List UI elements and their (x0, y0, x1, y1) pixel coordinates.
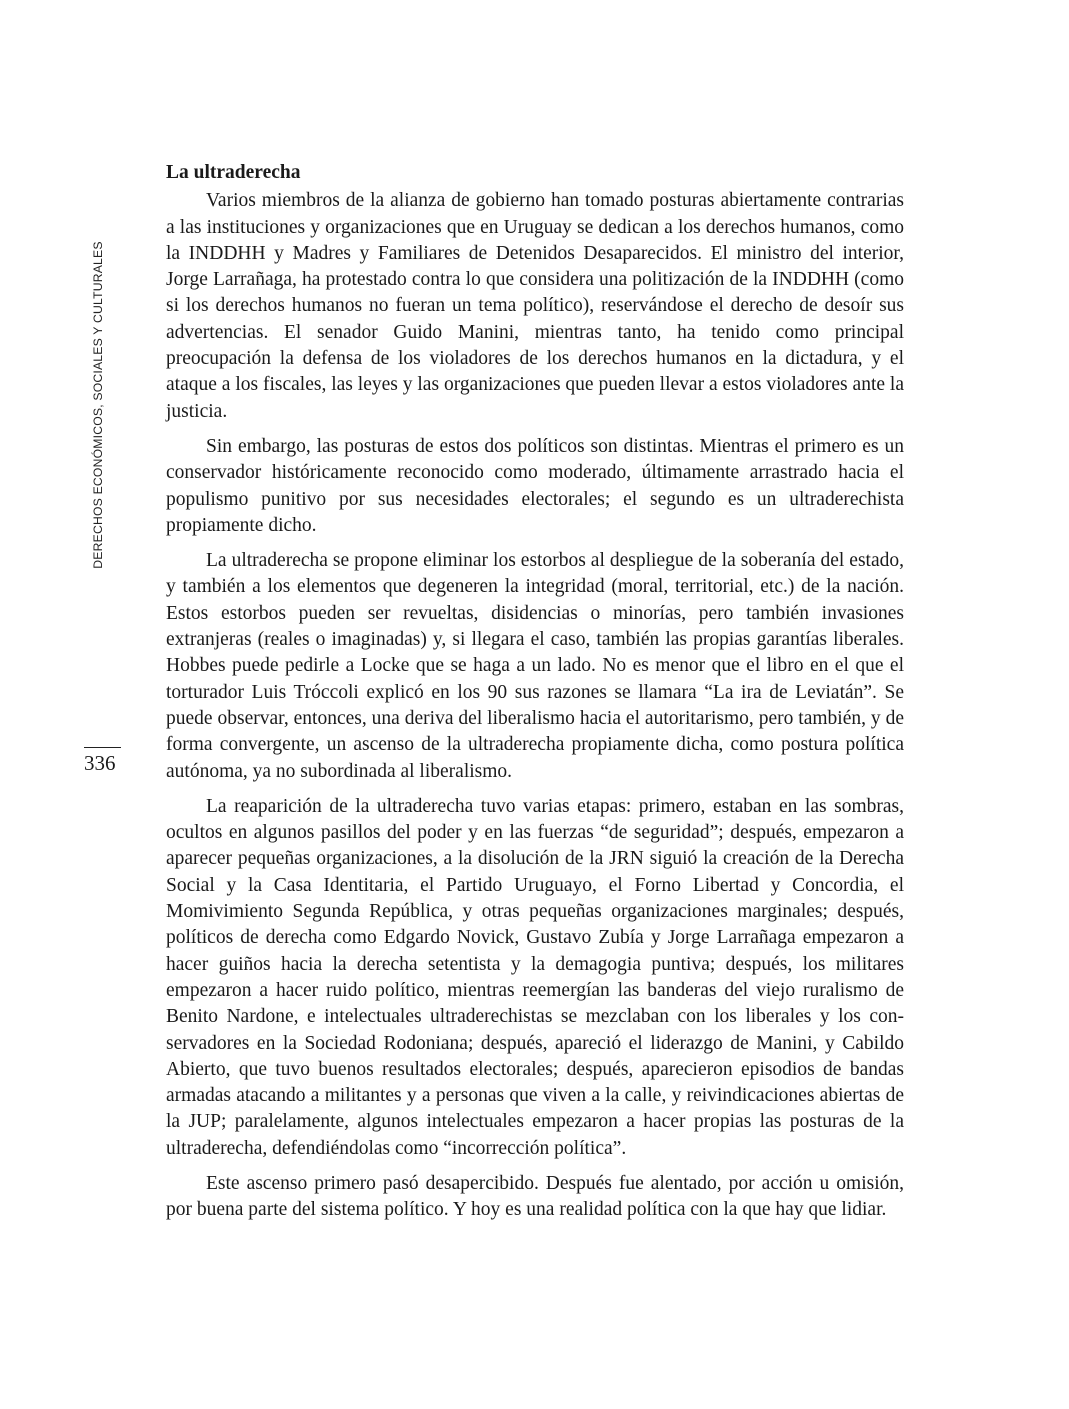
paragraph-2: Sin embargo, las posturas de estos dos políticos son distintas. Mientras el primero es un conservador históricamente reconocido como moderado, últimamente arrastrado hacia el populismo punitivo por sus necesidades electorales; el segundo es un ultraderechista propiamente dicho. (166, 435, 904, 536)
paragraph-4: La reaparición de la ultraderecha tuvo varias etapas: primero, estaban en las sombras, ocultos en algunos pasillos del poder y en las fuerzas “de seguridad”; después, empezaron a aparecer pequeñas organizaciones, a la disolución de la JRN siguió la creación de la Derecha Social y la Casa Identitaria, el Partido Uruguayo, el Forno Libertad y Concordia, el Momivimiento Segunda República, y otras pequeñas organizaciones marginales; después, políticos de derecha como Edgardo Novick, Gustavo Zubía y Jorge Larrañaga empezaron a hacer guiños hacia la derecha setentista y la demagogia puntiva; después, los militares empezaron a hacer ruido político, mientras reemergían las banderas del viejo ruralismo de Benito Nardone, e intelectuales ultraderechistas se mezclaban con los liberales y los conservadores en la Sociedad Rodoniana; después, apareció el liderazgo de Manini, y Cabildo Abierto, que tuvo buenos resultados electorales; después, aparecieron episodios de bandas armadas atacando a militantes y a personas que viven a la calle, y reivindicaciones abiertas de la JUP; paralelamente, algunos intelectuales empezaron a hacer propias las posturas de la ultraderecha, defendiéndolas como “incorrección política”. (166, 795, 904, 1159)
page-number: 336 (84, 751, 116, 775)
paragraph-3: La ultraderecha se propone eliminar los estorbos al despliegue de la soberanía del estado, y también a los elementos que degeneren la integridad (moral, territorial, etc.) de la nación. Estos estorbos pueden ser revueltas, disidencias o minorías, pero también invasiones extranjeras (reales o imaginadas) y, si llegara el caso, también las propias garantías liberales. Hobbes puede pedirle a Locke que se haga a un lado. No es menor que el libro en el que el torturador Luis Tróccoli explicó en los 90 sus razones se llamara “La ira de Leviatán”. Se puede observar, entonces, una deriva del liberalismo hacia el autoritarismo, pero también, y de forma convergente, un ascenso de la ultraderecha propiamente dicha, como postura política autónoma, ya no subordinada al liberalismo. (166, 550, 904, 782)
section-heading: La ultraderecha (166, 162, 301, 183)
page-number-rule (84, 747, 121, 748)
article-body (166, 160, 904, 1233)
paragraph-5: Este ascenso primero pasó desapercibido. Después fue alentado, por acción u omisión, por buena parte del sistema político. Y hoy es una realidad política con la que hay que lidiar. (166, 1172, 904, 1221)
running-section-title: DERECHOS ECONÓMICOS, SOCIALES Y CULTURALES (91, 241, 105, 569)
paragraph-1: Varios miembros de la alianza de gobierno han tomado posturas abiertamente contrarias a las instituciones y organizaciones que en Uruguay se dedican a los derechos humanos, como la INDDHH y Madres y Familiares de Detenidos Desaparecidos. El ministro del interior, Jorge Larrañaga, ha protestado contra lo que considera una politización de la INDDHH (como si los derechos humanos no fueran un tema político), reservándose el derecho de desoír sus advertencias. El senador Guido Manini, mientras tanto, ha tenido como principal preocupación la defensa de los violadores de los derechos humanos en la dictadura, y el ataque a los fiscales, las leyes y las organizaciones que pueden llevar a estos violadores ante la justicia. (166, 190, 904, 422)
